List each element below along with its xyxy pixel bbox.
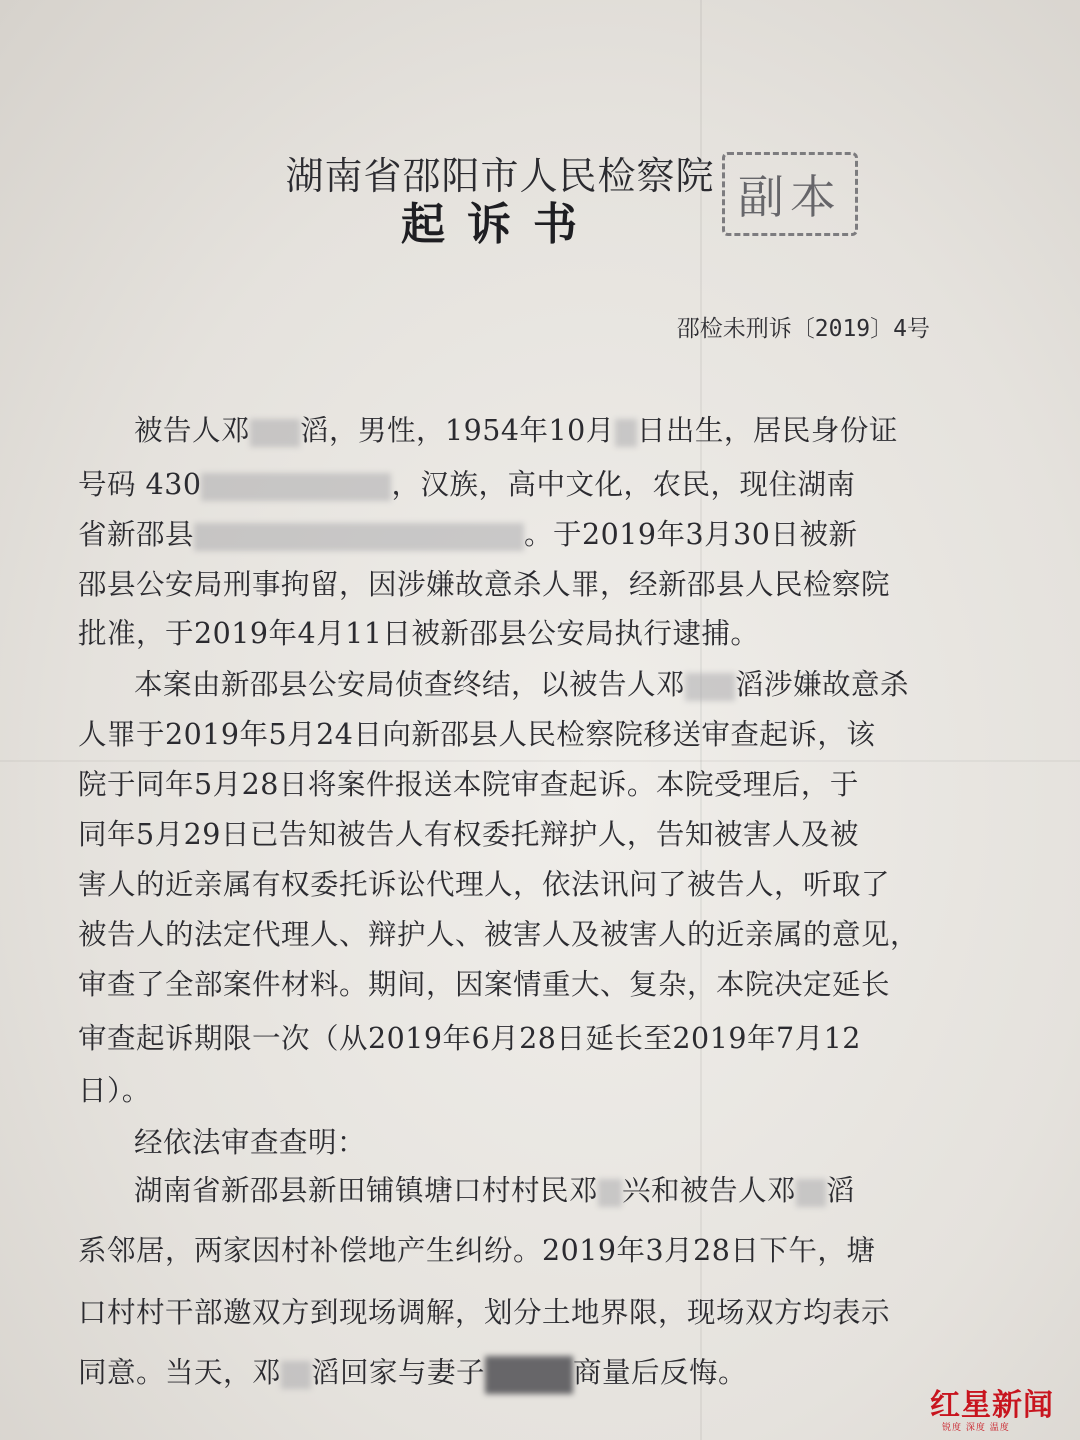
- redaction: [201, 473, 391, 501]
- text-line: 批准，于2019年4月11日被新邵县公安局执行逮捕。: [78, 617, 760, 650]
- redaction: [485, 1356, 573, 1394]
- text-line: 人罪于2019年5月24日向新邵县人民检察院移送审查起诉，该: [78, 718, 876, 751]
- text-segment: 滔回家与妻子: [311, 1356, 486, 1389]
- text-segment: 日出生，居民身份证: [636, 414, 898, 447]
- text-segment: 省新邵县: [78, 518, 195, 551]
- text-line: [134, 408, 898, 449]
- text-segment: 被告人邓: [134, 414, 251, 447]
- text-segment: 。于2019年3月30日被新: [524, 518, 858, 551]
- text-line: 审查起诉期限一次（从2019年6月28日延长至2019年7月12: [78, 1022, 861, 1055]
- text-line: [78, 1350, 747, 1394]
- text-segment: 兴和被告人邓: [622, 1174, 797, 1207]
- text-line: 邵县公安局刑事拘留，因涉嫌故意杀人罪，经新邵县人民检察院: [78, 568, 891, 601]
- redaction: [615, 419, 637, 447]
- text-segment: 本案由新邵县公安局侦查终结，以被告人邓: [134, 668, 686, 701]
- text-line: 口村村干部邀双方到现场调解，划分土地界限，现场双方均表示: [78, 1296, 891, 1329]
- redaction: [796, 1179, 826, 1207]
- redaction: [685, 673, 735, 701]
- news-watermark: [930, 1380, 1070, 1436]
- text-line: 审查了全部案件材料。期间，因案情重大、复杂，本院决定延长: [78, 968, 891, 1001]
- text-line: [78, 462, 855, 503]
- text-segment: 同意。当天，邓: [78, 1356, 282, 1389]
- text-segment: 湖南省新邵县新田铺镇塘口村村民邓: [134, 1174, 599, 1207]
- text-line: 系邻居，两家因村补偿地产生纠纷。2019年3月28日下午，塘: [78, 1234, 876, 1267]
- redaction: [194, 523, 524, 551]
- text-line: [134, 662, 909, 703]
- watermark-brand: 红星新闻: [930, 1388, 1054, 1423]
- text-segment: 滔，男性，1954年10月: [300, 414, 615, 447]
- text-line: 害人的近亲属有权委托诉讼代理人，依法讯问了被告人，听取了: [78, 868, 891, 901]
- text-segment: 滔涉嫌故意杀: [735, 668, 910, 701]
- organization-name: 湖南省邵阳市人民检察院: [285, 154, 715, 198]
- text-line: 被告人的法定代理人、辩护人、被害人及被害人的近亲属的意见，: [78, 918, 920, 951]
- watermark-tagline: 锐度 深度 温度: [942, 1423, 1010, 1433]
- document-number: 邵检未刑诉〔2019〕4号: [676, 316, 930, 342]
- text-segment: 商量后反悔。: [573, 1356, 748, 1389]
- text-segment: 号码 430: [78, 468, 202, 501]
- document-title: 起诉书: [401, 199, 599, 250]
- text-line: 经依法审查查明：: [134, 1126, 367, 1159]
- text-line: 同年5月29日已告知被告人有权委托辩护人，告知被害人及被: [78, 818, 859, 851]
- text-line: 院于同年5月28日将案件报送本院审查起诉。本院受理后，于: [78, 768, 859, 801]
- text-line: [134, 1168, 855, 1209]
- text-line: 日）。: [78, 1074, 151, 1107]
- copy-stamp: 副本: [722, 152, 858, 236]
- redaction: [250, 419, 300, 447]
- text-segment: 滔: [826, 1174, 856, 1207]
- text-segment: ，汉族，高中文化，农民，现住湖南: [391, 468, 856, 501]
- redaction: [281, 1361, 311, 1389]
- text-line: [78, 512, 857, 553]
- redaction: [598, 1179, 622, 1207]
